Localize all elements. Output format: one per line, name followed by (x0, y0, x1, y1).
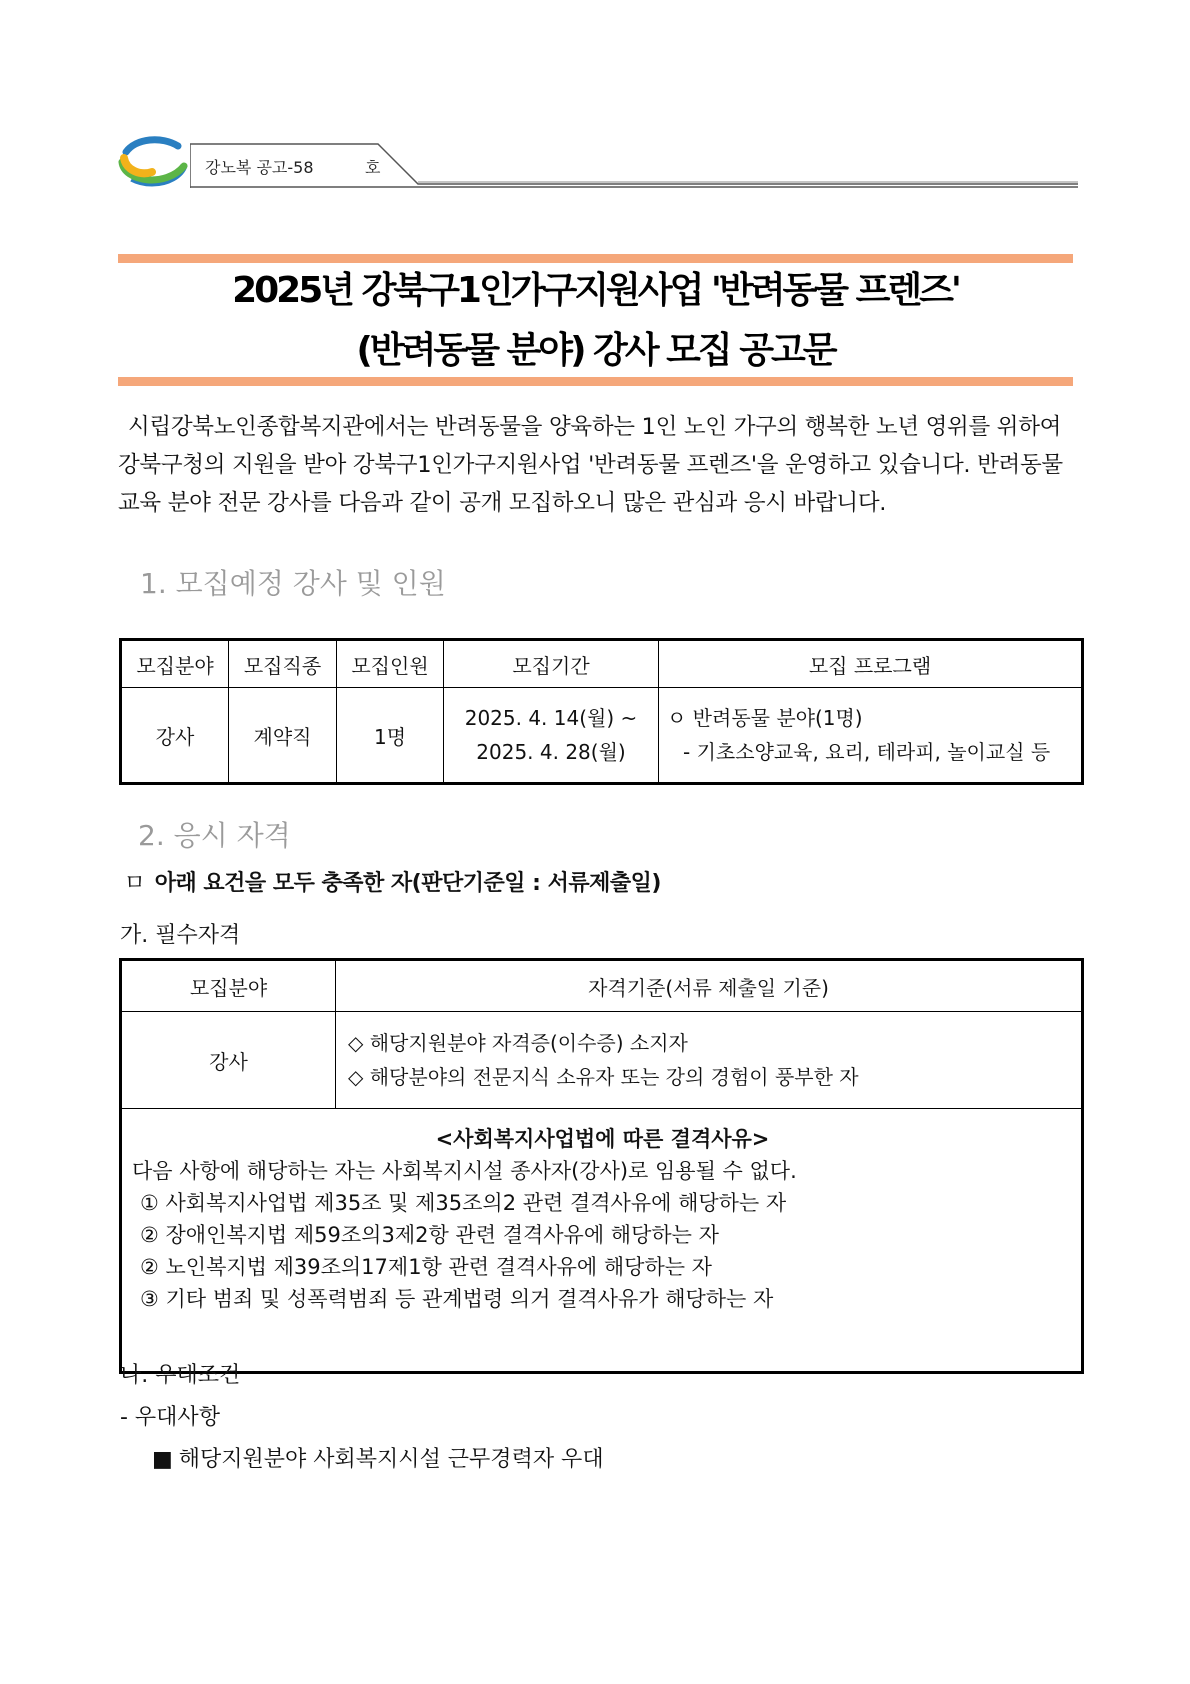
intro-paragraph (118, 408, 1078, 522)
header-job-type: 모집직종 (229, 640, 337, 688)
requirement-line (124, 866, 661, 897)
cell-count: 1명 (337, 688, 444, 784)
intro-line3: 교육 분야 전문 강사를 다음과 같이 공개 모집하오니 많은 관심과 응시 바랍니다. (118, 490, 887, 516)
table-row (121, 688, 1083, 784)
page-title-line1: 2025년 강북구1인가구지원사업 '반려동물 프렌즈' (232, 270, 959, 311)
disqualification-cell (121, 1109, 1083, 1373)
organization-logo (116, 132, 188, 188)
subheading-required-qualifications: 가. 필수자격 (120, 923, 241, 948)
disqualification-title: <사회복지사업법에 따른 결격사유> (435, 1127, 770, 1151)
program-main: ㅇ 반려동물 분야(1명) (667, 706, 863, 730)
disqualification-item-3: ② 노인복지법 제39조의17제1항 관련 결격사유에 해당하는 자 (140, 1255, 712, 1279)
notice-number: 강노복 공고-58 (205, 158, 314, 177)
cell-program (659, 688, 1083, 784)
disqualification-item-1: ① 사회복지사업법 제35조 및 제35조의2 관련 결격사유에 해당하는 자 (140, 1191, 787, 1215)
qualification-table (119, 958, 1084, 1374)
recruitment-table (119, 638, 1084, 785)
header-field: 모집분야 (121, 960, 336, 1012)
criteria-item-1: ◇ 해당지원분야 자격증(이수증) 소지자 (348, 1031, 688, 1055)
header-program: 모집 프로그램 (659, 640, 1083, 688)
cell-job-type: 계약직 (229, 688, 337, 784)
table-row (121, 1012, 1083, 1109)
header-criteria: 자격기준(서류 제출일 기준) (336, 960, 1083, 1012)
period-start: 2025. 4. 14(월) ~ (464, 706, 638, 730)
table-header-row (121, 960, 1083, 1012)
disqualification-item-2: ② 장애인복지법 제59조의3제2항 관련 결격사유에 해당하는 자 (140, 1223, 719, 1247)
page-title-line2: (반려동물 분야) 강사 모집 공고문 (356, 330, 835, 371)
cell-field: 강사 (121, 688, 229, 784)
header-field: 모집분야 (121, 640, 229, 688)
cell-field: 강사 (121, 1012, 336, 1109)
intro-line1: 시립강북노인종합복지관에서는 반려동물을 양육하는 1인 노인 가구의 행복한 노년 영위를 위하여 (128, 414, 1062, 440)
header-count: 모집인원 (337, 640, 444, 688)
criteria-item-2: ◇ 해당분야의 전문지식 소유자 또는 강의 경험이 풍부한 자 (348, 1065, 859, 1089)
preference-label: - 우대사항 (120, 1405, 220, 1430)
square-bullet-icon: ㅁ (124, 871, 145, 896)
section2-heading: 2. 응시 자격 (138, 819, 291, 852)
subheading-preferences: 나. 우대조건 (120, 1363, 241, 1388)
program-detail: - 기초소양교육, 요리, 테라피, 놀이교실 등 (683, 740, 1051, 764)
preference-item (152, 1442, 604, 1473)
intro-line2: 강북구청의 지원을 받아 강북구1인가구지원사업 '반려동물 프렌즈'을 운영하고 있습니다. 반려동물 (118, 452, 1063, 478)
preference-text: 해당지원분야 사회복지시설 근무경력자 우대 (178, 1447, 604, 1472)
notice-suffix: 호 (365, 158, 381, 177)
black-square-bullet-icon: ■ (152, 1447, 173, 1472)
disqualification-item-4: ③ 기타 범죄 및 성폭력범죄 등 관계법령 의거 결격사유가 해당하는 자 (140, 1287, 774, 1311)
cell-criteria (336, 1012, 1083, 1109)
section1-heading: 1. 모집예정 강사 및 인원 (140, 567, 446, 600)
requirement-text: 아래 요건을 모두 충족한 자(판단기준일 : 서류제출일) (154, 871, 661, 896)
cell-period (444, 688, 659, 784)
title-bar-bottom (118, 377, 1073, 386)
table-row (121, 1109, 1083, 1373)
table-header-row (121, 640, 1083, 688)
header-tab-frame (190, 140, 1080, 190)
period-end: 2025. 4. 28(월) (476, 740, 626, 764)
header-period: 모집기간 (444, 640, 659, 688)
disqualification-intro: 다음 사항에 해당하는 자는 사회복지시설 종사자(강사)로 임용될 수 없다. (132, 1159, 797, 1183)
